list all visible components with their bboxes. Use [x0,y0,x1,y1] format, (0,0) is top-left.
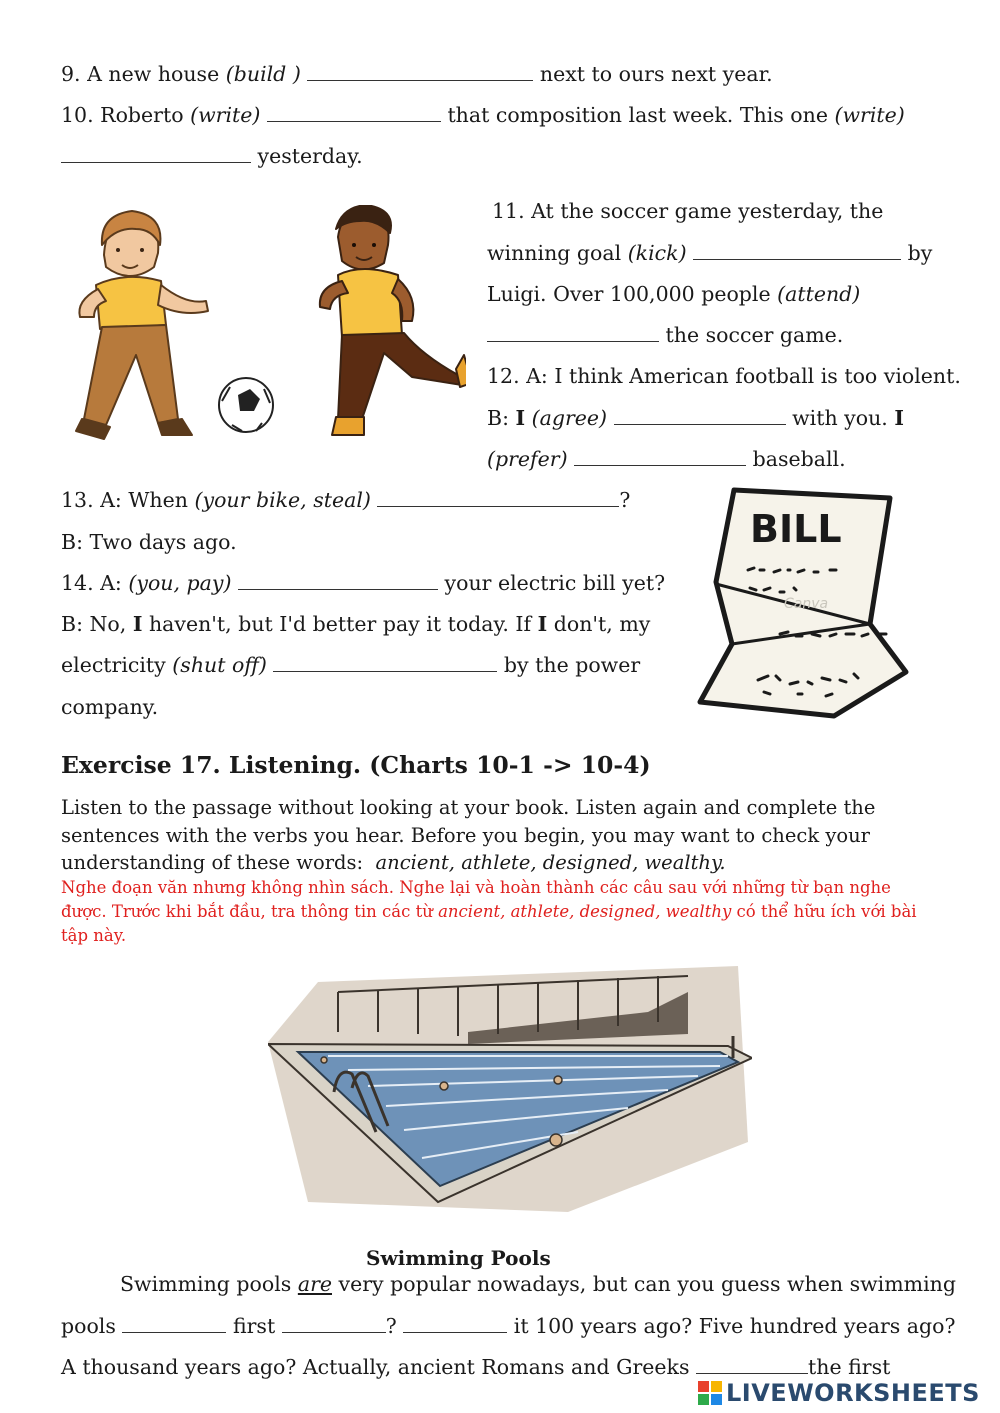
soccer-ball-icon [219,378,273,432]
answer-blank-10a[interactable] [267,106,441,122]
passage-line3: A thousand years ago? Actually, ancient Romans and Greeks the first [61,1355,891,1379]
question-11-line2: winning goal (kick) by [487,241,933,265]
question-11-line3: Luigi. Over 100,000 people (attend) [487,282,861,306]
instructions-line1: Listen to the passage without looking at your book. Listen again and complete the [61,796,876,819]
liveworksheets-logo [697,1378,980,1408]
vietnamese-instructions-line2: được. Trước khi bắt đầu, tra thông tin các từ ancient, athlete, designed, wealthy có thể hữu ích với bài [61,902,917,921]
watermark-text: Canva [784,596,829,612]
question-13: 13. A: When (your bike, steal) ? [61,488,631,512]
liveworksheets-logo-text: LIVEWORKSHEETS [726,1379,980,1407]
bill-illustration [694,484,914,720]
passage-line2: pools first ? it 100 years ago? Five hundred years ago? [61,1314,956,1338]
question-14-line4: company. [61,695,159,719]
instructions-line3: understanding of these words: ancient, athlete, designed, wealthy. [61,851,726,874]
passage-blank-3[interactable] [403,1317,507,1333]
passage-blank-4[interactable] [696,1358,808,1374]
bill-label: BILL [750,507,842,551]
question-10: 10. Roberto (write) that composition last week. This one (write) [61,103,905,127]
instructions-line2: sentences with the verbs you hear. Before you begin, you may want to check your [61,824,870,847]
boy-right [320,205,466,435]
soccer-boys-illustration [66,205,466,445]
answer-blank-9[interactable] [307,65,533,81]
question-12-line3: (prefer) baseball. [487,447,846,471]
answer-blank-14a[interactable] [238,574,438,590]
question-13-reply: B: Two days ago. [61,530,237,554]
answer-blank-10b[interactable] [61,147,251,163]
swimming-pool-illustration [268,962,752,1218]
passage-blank-1[interactable] [122,1317,226,1333]
answer-blank-12a[interactable] [614,409,786,425]
answer-blank-11a[interactable] [693,244,901,260]
passage-title: Swimming Pools [366,1246,551,1270]
vietnamese-instructions-line3: tập này. [61,926,127,945]
question-14-line3: electricity (shut off) by the power [61,653,641,677]
question-12-line2: B: I (agree) with you. I [487,406,904,430]
passage-blank-2[interactable] [282,1317,386,1333]
question-14-line2: B: No, I haven't, but I'd better pay it today. If I don't, my [61,612,651,636]
answer-blank-14b[interactable] [273,656,497,672]
question-14: 14. A: (you, pay) your electric bill yet? [61,571,666,595]
question-10-line2: yesterday. [61,146,363,167]
question-9: 9. A new house (build ) next to ours next year. [61,62,773,86]
vietnamese-instructions-line1: Nghe đoạn văn nhưng không nhìn sách. Nghe lại và hoàn thành các câu sau với những từ bạn nghe [61,878,891,897]
answer-blank-12b[interactable] [574,450,746,466]
exercise-heading: Exercise 17. Listening. (Charts 10-1 -> 10-4) [61,751,651,779]
answer-blank-13[interactable] [377,491,619,507]
answer-blank-11b[interactable] [487,326,659,342]
question-12: 12. A: I think American football is too violent. [487,364,961,388]
passage-line1: Swimming pools are very popular nowadays, but can you guess when swimming [120,1272,956,1296]
liveworksheets-logo-icon [697,1380,723,1406]
question-11: 11. At the soccer game yesterday, the [492,199,884,223]
boy-left [76,211,208,439]
question-11-line4: the soccer game. [487,325,843,346]
